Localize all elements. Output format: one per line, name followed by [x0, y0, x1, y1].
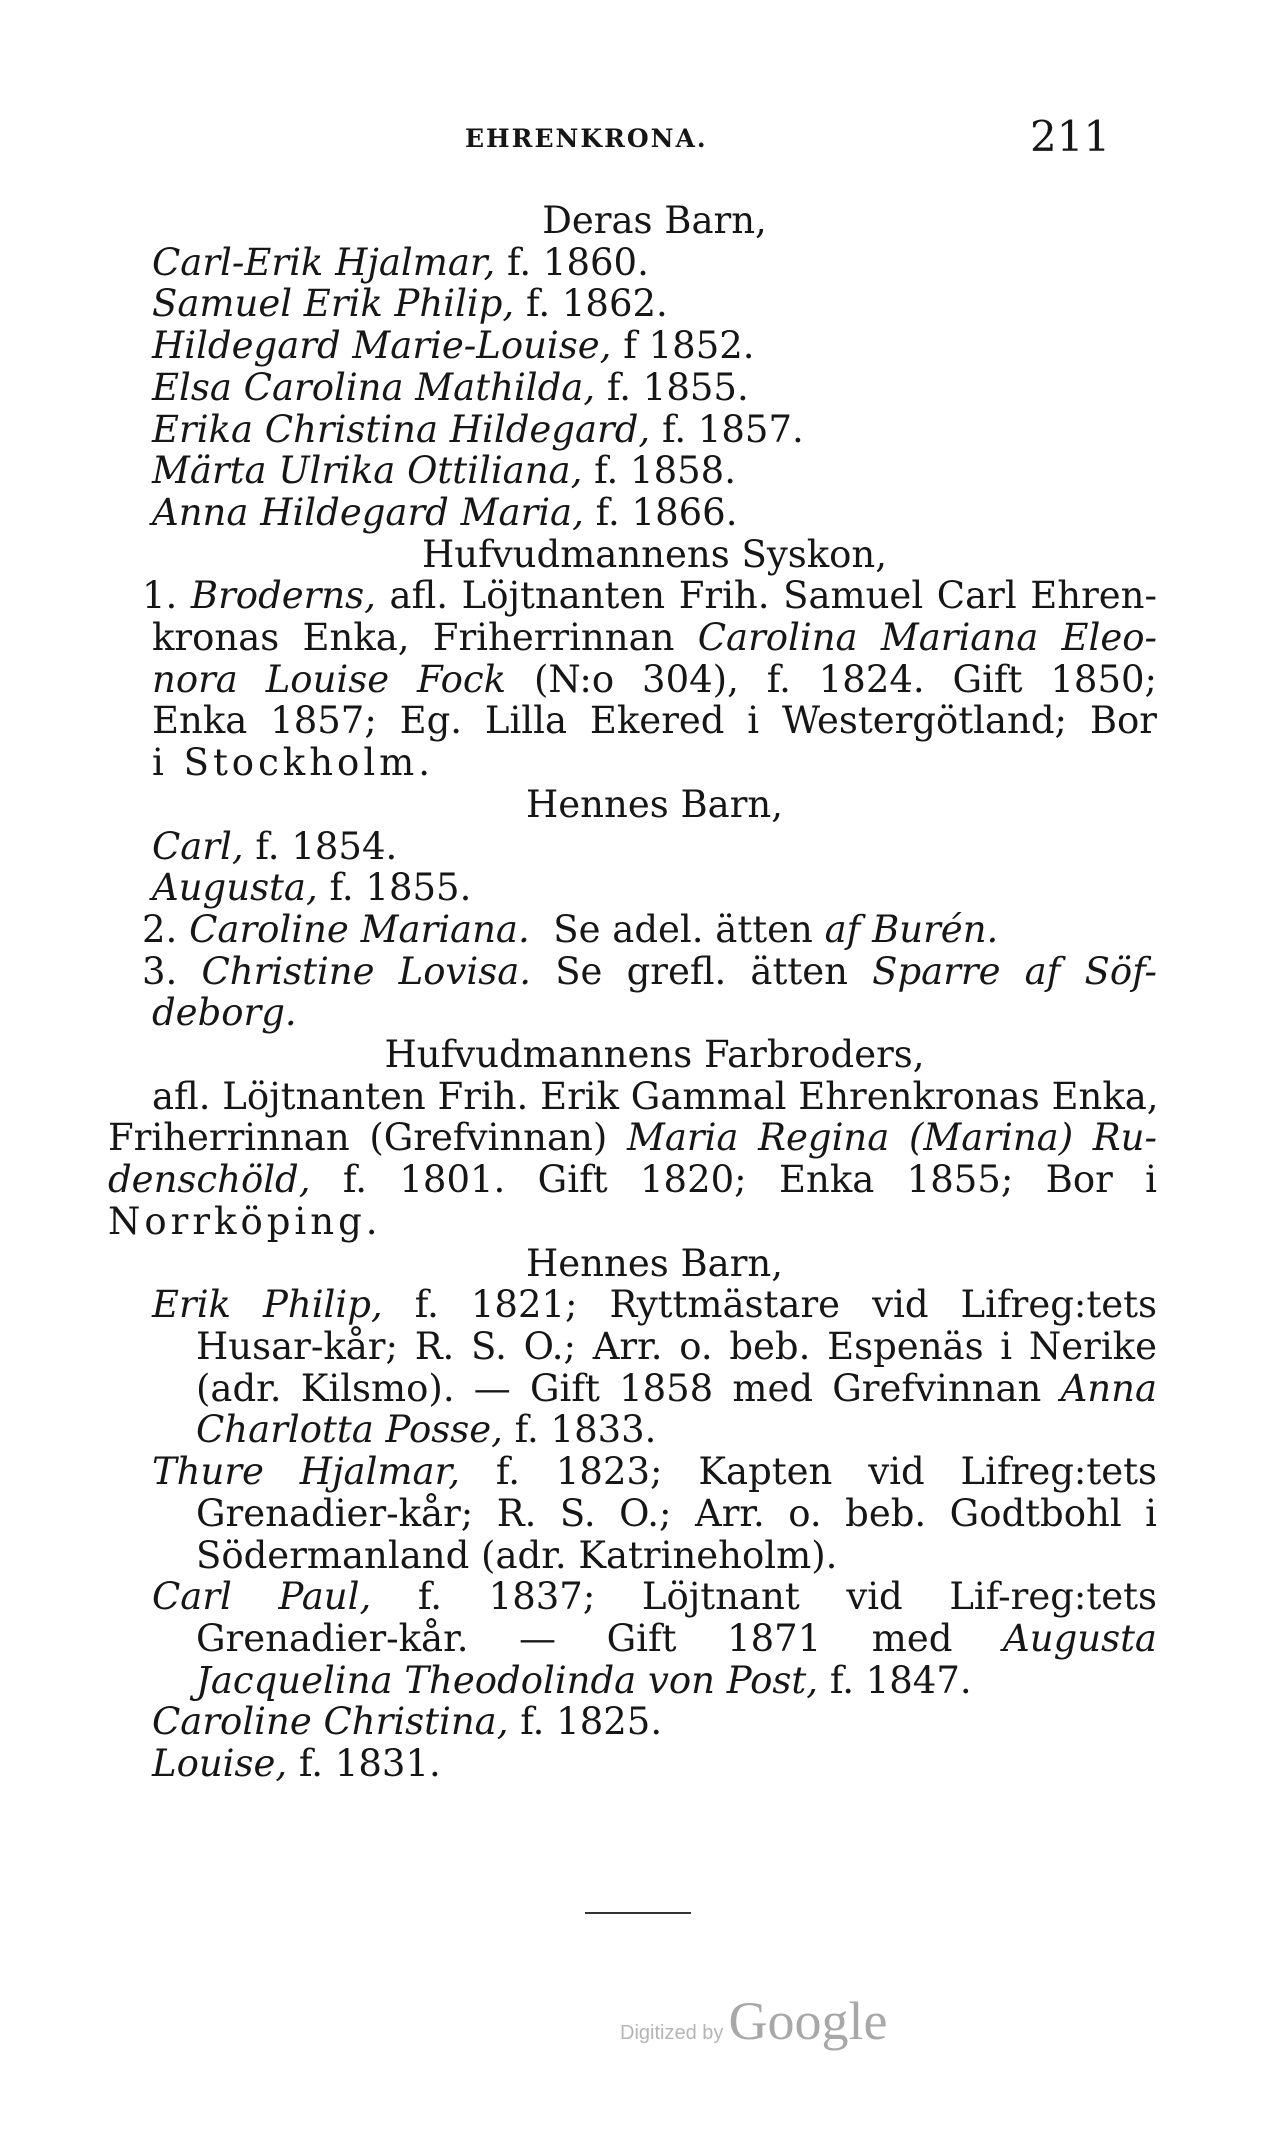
child-details: f. 1825. — [520, 1700, 663, 1744]
child-entry — [152, 492, 1157, 534]
person-name: Maria Regina (Marina) Ru- — [626, 1116, 1157, 1160]
spouse-details: f. 1833. — [514, 1408, 657, 1452]
child-name: Carl, — [152, 824, 244, 868]
person-name: Caroline Mariana. — [189, 907, 530, 951]
child-details: f 1852. — [623, 324, 755, 368]
page-header — [0, 112, 1279, 162]
child-details: f. 1860. — [507, 240, 649, 284]
child-name: Carl Paul, — [152, 1575, 372, 1619]
child-entry — [152, 1284, 1157, 1451]
google-logo: Google — [728, 1991, 888, 2051]
child-entry — [152, 867, 1157, 909]
person-name: Carolina Mariana Eleo- — [697, 616, 1157, 660]
page-number: 211 — [1030, 112, 1111, 161]
entry-line: i Stockholm. — [152, 741, 435, 785]
page-body — [108, 199, 1159, 1786]
child-entry — [152, 367, 1157, 409]
entry-number: 2. — [142, 907, 178, 951]
person-name: Christine Lovisa. — [201, 949, 532, 993]
digitized-watermark — [620, 1990, 887, 2052]
child-details: f. 1855. — [606, 365, 749, 409]
running-head: EHRENKRONA. — [465, 124, 708, 153]
child-name: Hildegard Marie-Louise, — [152, 324, 612, 368]
section-heading-deras-barn: Deras Barn, — [542, 199, 767, 242]
entry-line — [142, 909, 1157, 951]
subheading-hennes-barn: Hennes Barn, — [526, 782, 783, 826]
entry-line — [108, 1117, 1157, 1159]
child-name: Thure Hjalmar, — [152, 1450, 460, 1494]
family-reference: af Burén. — [824, 907, 999, 951]
entry-line: afl. Löjtnanten Frih. Erik Gammal Ehrenkronas Enka, — [152, 1074, 1159, 1118]
entry-line — [142, 951, 1157, 993]
entry-line — [108, 1159, 1157, 1201]
child-name: Augusta, — [152, 866, 318, 910]
child-details: f. 1823; Kapten vid Lifreg:tets Grenadier-kår; R. S. O.; Arr. o. beb. Godtbohl i Södermanland (adr. Katrineholm). — [196, 1450, 1158, 1577]
child-details: f. 1855. — [329, 866, 472, 910]
entry-number: 3. — [142, 949, 178, 993]
section-heading-farbroder: Hufvudmannens Farbroders, — [384, 1033, 925, 1077]
person-name: denschöld, — [108, 1158, 311, 1202]
entry-text: Se grefl. ätten — [555, 949, 848, 993]
child-name: Caroline Christina, — [152, 1700, 509, 1744]
entry-line: Enka 1857; Eg. Lilla Ekered i Westergötland; Bor — [152, 699, 1157, 743]
entry-number: 1. — [142, 574, 178, 618]
child-details: f. 1821; Ryttmästare vid Lifreg:tets Husar-kår; R. S. O.; Arr. o. beb. Espenäs i Nerike (adr. Kilsmo). — Gift 1858 med Grefvinnan — [196, 1283, 1157, 1410]
section-heading-syskon: Hufvudmannens Syskon, — [421, 532, 887, 576]
entry-text: kronas Enka, Friherrinnan — [152, 616, 675, 660]
entry-text: Se adel. ätten — [553, 907, 813, 951]
end-rule — [585, 1912, 691, 1914]
child-entry — [152, 1576, 1157, 1701]
child-details: f. 1837; Löjtnant vid Lif-reg:tets Grenadier-kår. — Gift 1871 med — [196, 1575, 1158, 1660]
child-name: Erik Philip, — [152, 1283, 383, 1327]
spouse-name: Augusta Jacquelina Theodolinda von Post, — [196, 1616, 1157, 1702]
child-name: Samuel Erik Philip, — [152, 282, 515, 326]
child-name: Erika Christina Hildegard, — [152, 407, 651, 451]
child-entry — [152, 409, 1157, 451]
watermark-prefix: Digitized by — [620, 2022, 724, 2044]
entry-relation: Broderns, — [190, 574, 376, 618]
child-entry — [152, 450, 1157, 492]
child-entry — [152, 1701, 1157, 1743]
subheading-hennes-barn: Hennes Barn, — [526, 1241, 783, 1285]
child-details: f. 1866. — [595, 490, 738, 534]
child-entry — [152, 1743, 1157, 1785]
child-entry — [152, 826, 1157, 868]
entry-line — [142, 575, 1157, 617]
child-name: Louise, — [152, 1742, 288, 1786]
child-details: f. 1854. — [255, 824, 398, 868]
entry-text: afl. Löjtnanten Frih. Samuel Carl Ehren- — [389, 574, 1157, 618]
family-reference: Sparre af Söf- — [872, 949, 1158, 993]
entry-text: Friherrinnan (Grefvinnan) — [108, 1116, 608, 1160]
child-name: Carl-Erik Hjalmar, — [152, 240, 496, 284]
entry-line: Norrköping. — [108, 1199, 382, 1243]
child-entry — [152, 1451, 1157, 1576]
entry-line — [152, 617, 1157, 659]
child-entry — [152, 242, 1157, 284]
child-details: f. 1857. — [661, 407, 804, 451]
child-name: Märta Ulrika Ottiliana, — [152, 449, 583, 493]
spouse-name: Anna Charlotta Posse, — [196, 1366, 1158, 1452]
child-name: Elsa Carolina Mathilda, — [152, 365, 596, 409]
child-details: f. 1831. — [298, 1742, 441, 1786]
entry-text: (N:o 304), f. 1824. Gift 1850; — [533, 657, 1157, 701]
child-entry — [152, 283, 1157, 325]
child-details: f. 1858. — [594, 449, 736, 493]
entry-line: deborg. — [152, 991, 297, 1035]
entry-line — [152, 659, 1157, 701]
spouse-details: f. 1847. — [829, 1658, 972, 1702]
child-entry — [152, 325, 1157, 367]
person-name: nora Louise Fock — [152, 657, 507, 701]
child-name: Anna Hildegard Maria, — [152, 490, 584, 534]
entry-text: f. 1801. Gift 1820; Enka 1855; Bor i — [342, 1158, 1158, 1202]
child-details: f. 1862. — [525, 282, 668, 326]
